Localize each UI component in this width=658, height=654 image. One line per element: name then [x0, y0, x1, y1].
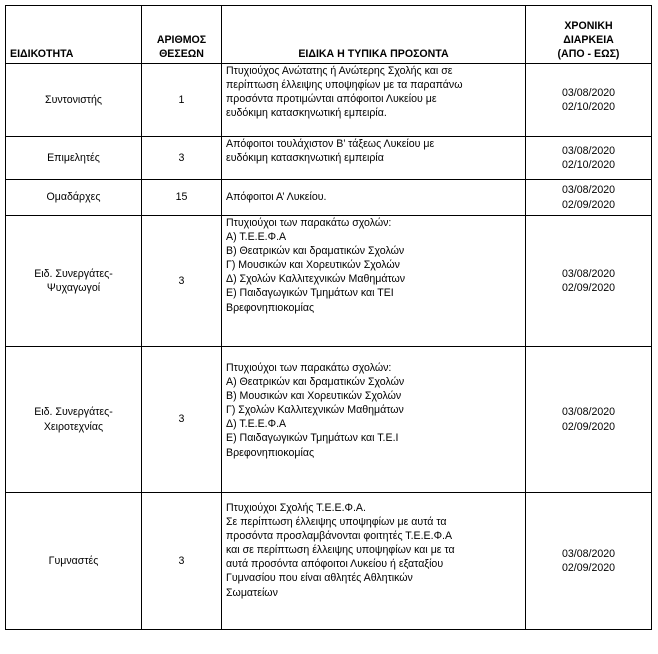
qualifications-cell: Πτυχιούχοι των παρακάτω σχολών: Α) Τ.Ε.Ε.Φ.Α Β) Θεατρικών και δραματικών Σχολών Γ) Μουσικών και Χορευτικών Σχολών Δ) Σχολών Καλλιτεχνικών Μαθημάτων Ε) Παιδαγωγικών Τμημάτων και ΤΕΙ Βρεφονηπιοκομίας	[222, 216, 526, 347]
specialty-cell: Γυμναστές	[6, 493, 142, 630]
duration-cell: 03/08/2020 02/09/2020	[526, 180, 652, 216]
table-row	[6, 216, 652, 347]
positions-cell: 3	[142, 493, 222, 630]
positions-cell: 1	[142, 64, 222, 137]
table-row	[6, 347, 652, 493]
qualifications-cell: Απόφοιτοι Α’ Λυκείου.	[222, 180, 526, 216]
header-positions: ΑΡΙΘΜΟΣ ΘΕΣΕΩΝ	[142, 6, 222, 64]
table-row	[6, 137, 652, 180]
positions-cell: 3	[142, 347, 222, 493]
table-row	[6, 493, 652, 630]
positions-cell: 3	[142, 216, 222, 347]
header-duration: ΧΡΟΝΙΚΗ ΔΙΑΡΚΕΙΑ (ΑΠΟ - ΕΩΣ)	[526, 6, 652, 64]
duration-cell: 03/08/2020 02/09/2020	[526, 216, 652, 347]
positions-cell: 15	[142, 180, 222, 216]
header-qualifications: ΕΙΔΙΚΑ Η ΤΥΠΙΚΑ ΠΡΟΣΟΝΤΑ	[222, 6, 526, 64]
specialty-cell: Ομαδάρχες	[6, 180, 142, 216]
header-specialty: ΕΙΔΙΚΟΤΗΤΑ	[6, 6, 142, 64]
duration-cell: 03/08/2020 02/10/2020	[526, 64, 652, 137]
header-row	[6, 6, 652, 64]
positions-table	[5, 5, 652, 630]
specialty-cell: Ειδ. Συνεργάτες- Χειροτεχνίας	[6, 347, 142, 493]
table-row	[6, 64, 652, 137]
duration-cell: 03/08/2020 02/09/2020	[526, 347, 652, 493]
specialty-cell: Επιμελητές	[6, 137, 142, 180]
qualifications-cell: Πτυχιούχος Ανώτατης ή Ανώτερης Σχολής και σε περίπτωση έλλειψης υποψηφίων με τα παραπάνω προσόντα προτιμώνται απόφοιτοι Λυκείου με ευδόκιμη κατασκηνωτική εμπειρία.	[222, 64, 526, 137]
duration-cell: 03/08/2020 02/09/2020	[526, 493, 652, 630]
positions-cell: 3	[142, 137, 222, 180]
specialty-cell: Ειδ. Συνεργάτες- Ψυχαγωγοί	[6, 216, 142, 347]
qualifications-cell: Πτυχιούχοι των παρακάτω σχολών: Α) Θεατρικών και δραματικών Σχολών Β) Μουσικών και Χορευτικών Σχολών Γ) Σχολών Καλλιτεχνικών Μαθημάτων Δ) Τ.Ε.Ε.Φ.Α Ε) Παιδαγωγικών Τμημάτων και Τ.Ε.Ι Βρεφονηπιοκομίας	[222, 347, 526, 493]
qualifications-cell: Πτυχιούχοι Σχολής Τ.Ε.Ε.Φ.Α. Σε περίπτωση έλλειψης υποψηφίων με αυτά τα προσόντα προσλαμβάνονται φοιτητές Τ.Ε.Ε.Φ.Α και σε περίπτωση έλλειψης υποψηφίων και με τα αυτά προσόντα απόφοιτοι Λυκείου ή εξαταξίου Γυμνασίου που είναι αθλητές Αθλητικών Σωματείων	[222, 493, 526, 630]
specialty-cell: Συντονιστής	[6, 64, 142, 137]
duration-cell: 03/08/2020 02/10/2020	[526, 137, 652, 180]
table-row	[6, 180, 652, 216]
qualifications-cell: Απόφοιτοι τουλάχιστον Β’ τάξεως Λυκείου με ευδόκιμη κατασκηνωτική εμπειρία	[222, 137, 526, 180]
